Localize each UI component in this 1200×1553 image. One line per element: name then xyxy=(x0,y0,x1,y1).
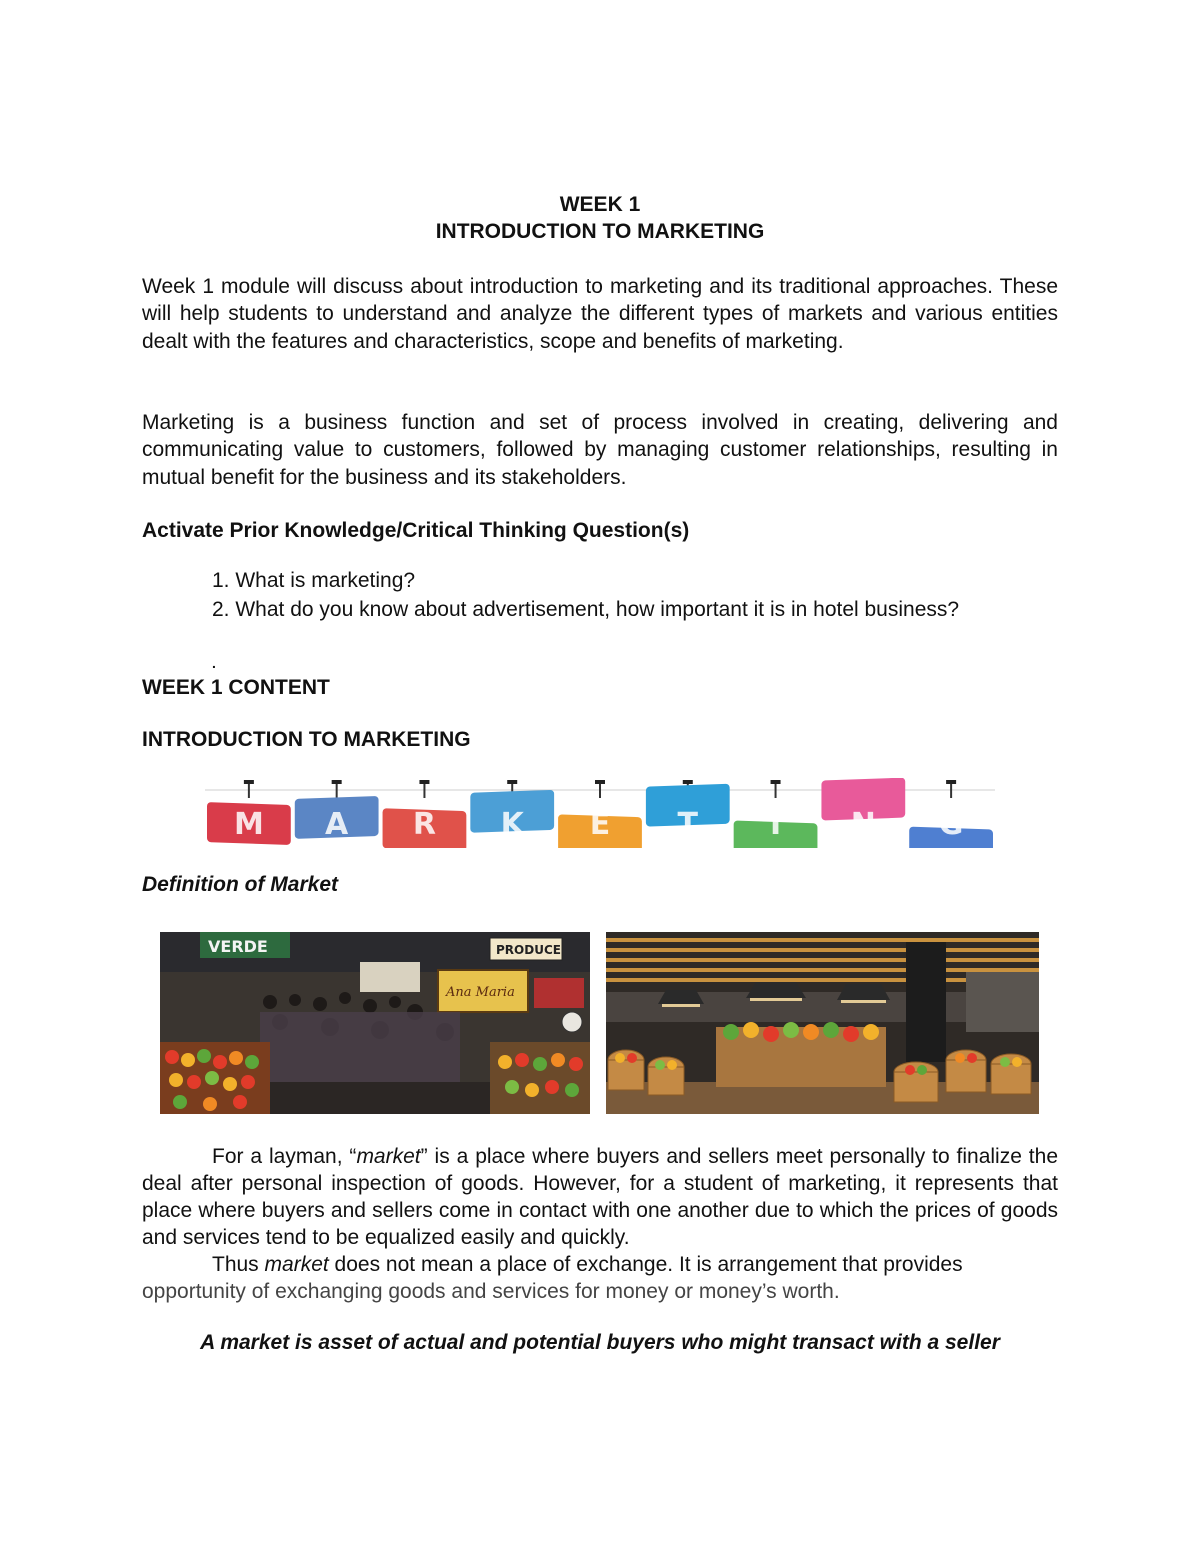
banner-letter: M xyxy=(233,807,264,842)
market-definition-paragraph xyxy=(142,1143,1058,1251)
banner-hanger-cap xyxy=(244,780,254,784)
banner-letter: N xyxy=(850,807,876,842)
banner-letter: T xyxy=(677,807,699,842)
page-title: INTRODUCTION TO MARKETING xyxy=(435,220,765,243)
banner-hanger-cap xyxy=(332,780,342,784)
banner-letter: G xyxy=(938,807,964,842)
market-emphasis: market xyxy=(264,1253,329,1276)
banner-hanger-cap xyxy=(946,780,956,784)
p1-text-a: For a layman, “ xyxy=(212,1145,357,1168)
produce-sign-text: PRODUCE xyxy=(496,943,561,957)
supermarket-photo xyxy=(606,932,1039,1114)
banner-letter: I xyxy=(769,807,782,842)
market-emphasis: market xyxy=(356,1145,421,1168)
market-arrangement-paragraph xyxy=(142,1251,1058,1278)
public-market-photo xyxy=(160,932,590,1114)
definition-heading: Definition of Market xyxy=(142,873,339,896)
banner-letter: A xyxy=(325,807,349,842)
week-label: WEEK 1 xyxy=(559,193,641,216)
banner-hanger-cap xyxy=(683,780,693,784)
verde-sign-text: VERDE xyxy=(208,937,268,956)
banner-letter: K xyxy=(500,807,524,842)
questions-list xyxy=(212,566,959,624)
question-item: 1. What is marketing? xyxy=(212,569,416,592)
banner-letter: E xyxy=(589,807,611,842)
ana-maria-sign-text: Ana Maria xyxy=(446,985,515,1000)
content-heading: WEEK 1 CONTENT xyxy=(142,676,330,699)
question-item: 2. What do you know about advertisement, how important it is in hotel business? xyxy=(212,598,960,621)
content-subheading: INTRODUCTION TO MARKETING xyxy=(142,728,471,751)
banner-hanger-cap xyxy=(507,780,517,784)
market-arrangement-continuation: opportunity of exchanging goods and services for money or money’s worth. xyxy=(142,1280,840,1303)
banner-hanger-cap xyxy=(595,780,605,784)
banner-hanger-cap xyxy=(771,780,781,784)
intro-paragraph-2: Marketing is a business function and set of process involved in creating, delivering and communicating value to customers, followed by managing customer relationships, resulting in mutual benefit for the business and its stakeholders. xyxy=(142,411,1058,489)
p1-text-b: ” is a place where buyers and sellers meet personally to finalize the deal after personal inspection of goods. However, for a student of marketing, it represents that place where buyers and sellers come in contact with one another due to which the prices of goods and services tend to be equalized easily and quickly. xyxy=(142,1145,1058,1249)
stray-dot: . xyxy=(212,655,216,671)
p2-text-a: Thus xyxy=(212,1253,265,1276)
market-definition-statement: A market is asset of actual and potential buyers who might transact with a seller xyxy=(200,1331,1000,1354)
intro-paragraph-1: Week 1 module will discuss about introduction to marketing and its traditional approaches. These will help students to understand and analyze the different types of markets and various entities dealt with the features and characteristics, scope and benefits of marketing. xyxy=(142,275,1058,353)
banner-letter: R xyxy=(412,807,436,842)
marketing-banner-image xyxy=(205,778,995,848)
p2-text-b: does not mean a place of exchange. It is arrangement that provides xyxy=(328,1253,963,1276)
banner-hanger-cap xyxy=(419,780,429,784)
activate-heading: Activate Prior Knowledge/Critical Thinking Question(s) xyxy=(142,519,690,542)
